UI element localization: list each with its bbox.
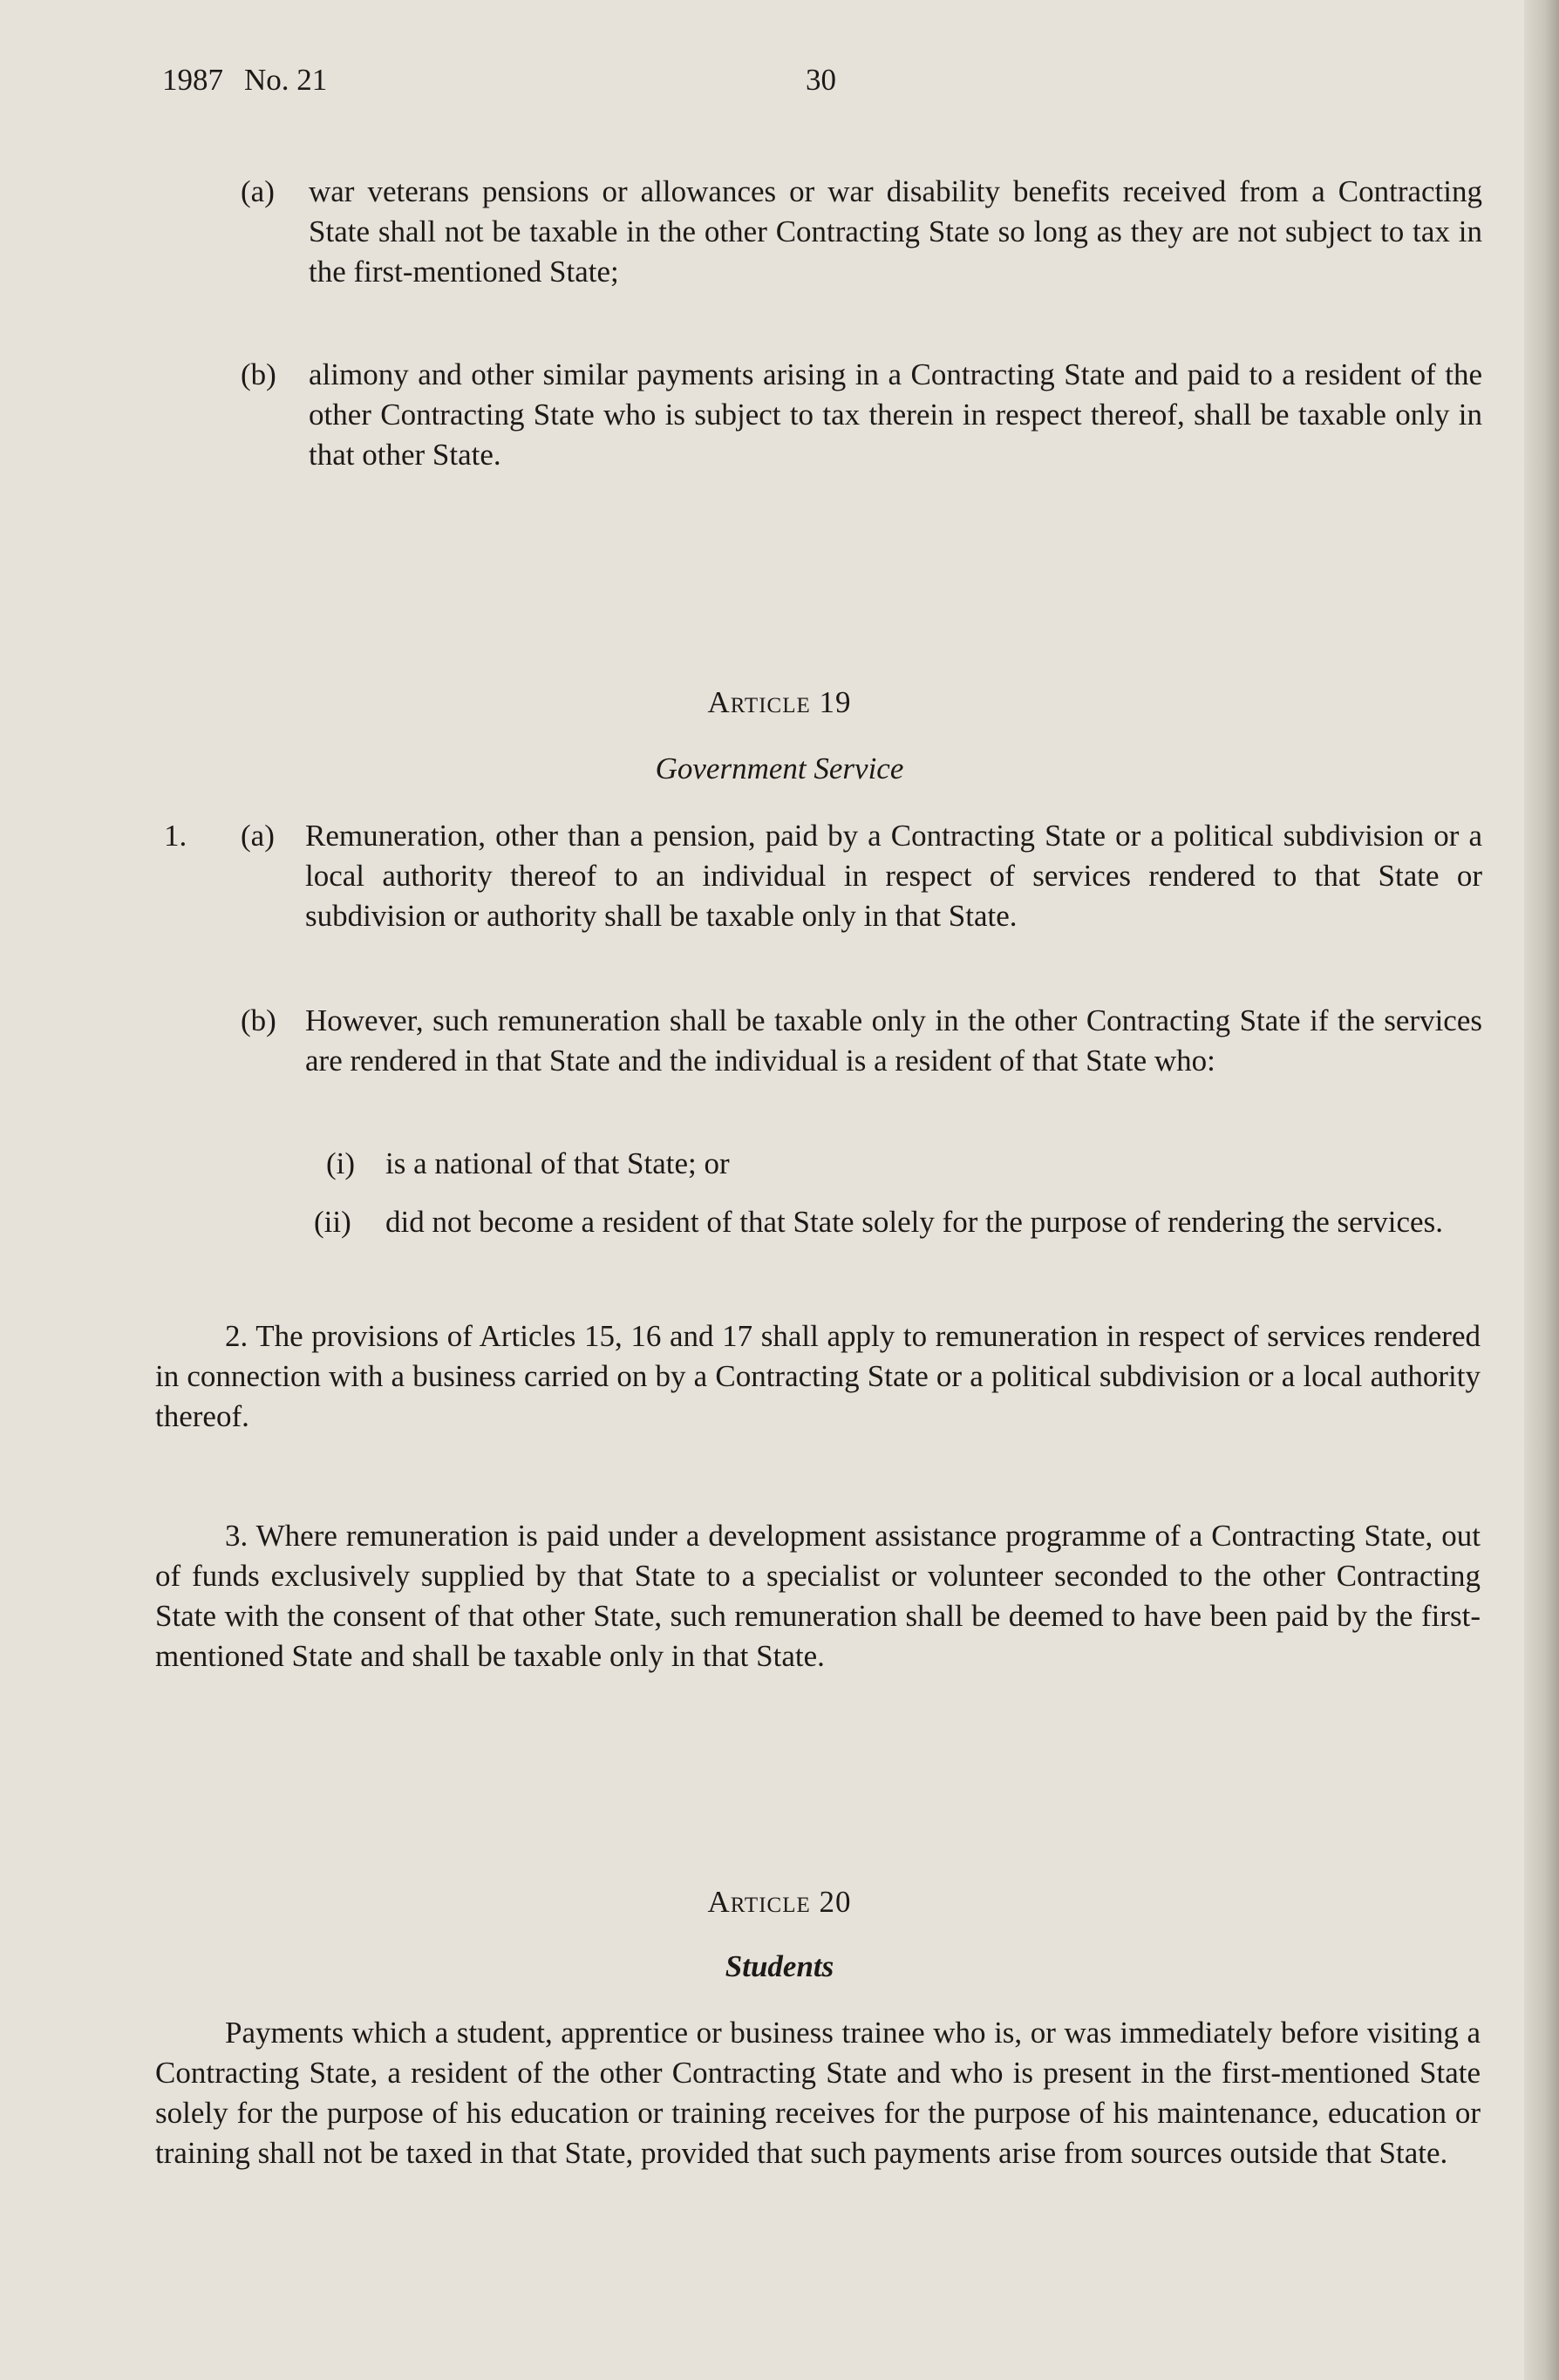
article-20-subtitle: Students (725, 1949, 834, 1983)
paragraph-2: 2. The provisions of Articles 15, 16 and 17 shall apply to remuneration in respect of services rendered in connection with a business carried on by a Contracting State or a political subdivision or a local authority thereof. (155, 1319, 1481, 1433)
item-a-label: (a) (241, 174, 275, 208)
subitem-ii-label: (ii) (314, 1205, 351, 1239)
subitem-i-label: (i) (326, 1146, 356, 1180)
article-20-title: Article 20 (707, 1885, 852, 1919)
article-19-subtitle: Government Service (655, 751, 904, 785)
paragraph-1-label: 1. (164, 819, 187, 853)
header-number: No. 21 (244, 63, 328, 97)
paragraph-1a-text: Remuneration, other than a pension, paid by a Contracting State or a political subdivision or a local authority thereof to an individual in respect of services rendered to that State or subdivision or authority shall be taxable only in that State. (305, 819, 1482, 933)
paragraph-3: 3. Where remuneration is paid under a development assistance programme of a Contracting State, out of funds exclusively supplied by that State to a specialist or volunteer seconded to the other Contracting State with the consent of that other State, such remuneration shall be deemed to have been paid by the first-mentioned State and shall be taxable only in that State. (155, 1519, 1481, 1673)
article-19-title: Article 19 (707, 685, 852, 719)
item-a-text: war veterans pensions or allowances or war disability benefits received from a Contracting State shall not be taxable in the other Contracting State so long as they are not subject to tax in the first-mentioned State; (309, 174, 1482, 289)
header-year: 1987 (162, 63, 223, 97)
paragraph-1b-text: However, such remuneration shall be taxable only in the other Contracting State if the services are rendered in that State and the individual is a resident of that State who: (305, 1003, 1482, 1078)
paragraph-1b-label: (b) (241, 1003, 276, 1037)
subitem-i-text: is a national of that State; or (385, 1146, 730, 1180)
page-number: 30 (806, 63, 836, 97)
item-b-label: (b) (241, 357, 276, 391)
page-header (162, 63, 836, 98)
article-20-paragraph: Payments which a student, apprentice or business trainee who is, or was immediately before visiting a Contracting State, a resident of the other Contracting State and who is present in the first-mentioned State solely for the purpose of his education or training receives for the purpose of his maintenance, education or training shall not be taxed in that State, provided that such payments arise from sources outside that State. (155, 2016, 1481, 2170)
subitem-ii-text: did not become a resident of that State solely for the purpose of rendering the services. (385, 1205, 1443, 1239)
paragraph-1a-label: (a) (241, 819, 275, 853)
page-edge (1524, 0, 1559, 2380)
item-b-text: alimony and other similar payments arising in a Contracting State and paid to a resident of the other Contracting State who is subject to tax therein in respect thereof, shall be taxable only in that other State. (309, 357, 1482, 472)
